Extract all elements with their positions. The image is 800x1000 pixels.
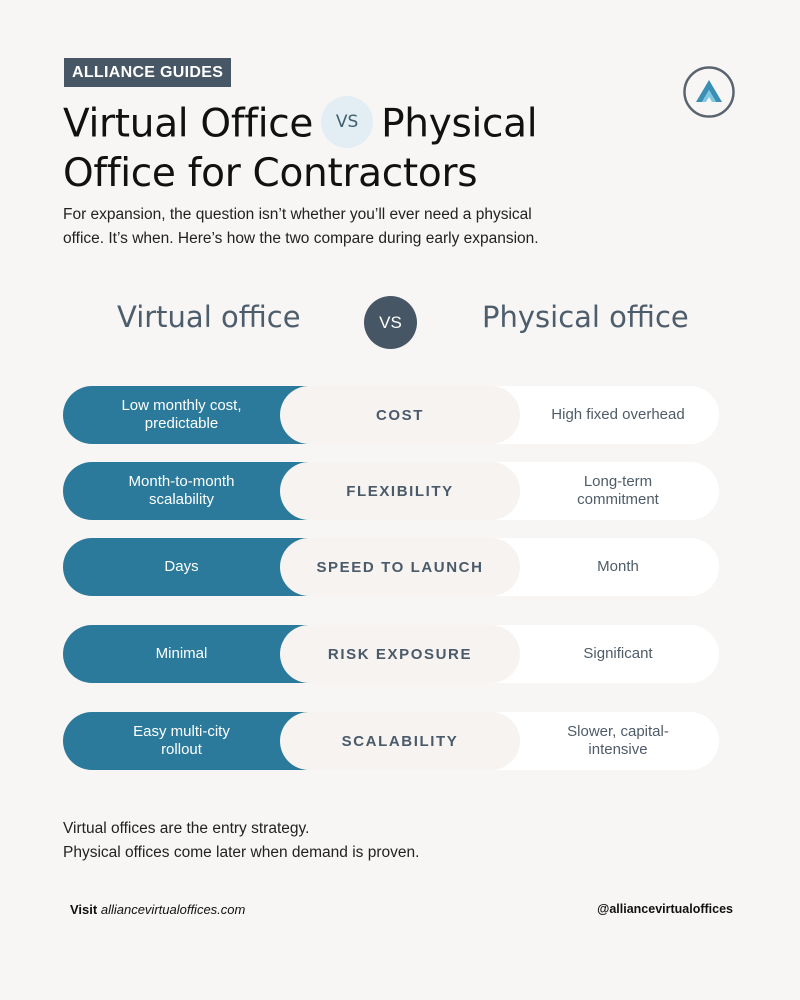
virtual-office-heading: Virtual office (117, 300, 301, 334)
comparison-row-scalability (63, 712, 719, 770)
title-part-physical: Physical (381, 101, 538, 147)
subtitle-line-1: For expansion, the question isn’t whether you’ll ever need a physical (63, 206, 532, 223)
category-label: SCALABILITY (280, 712, 520, 770)
comparison-row-flexibility (63, 462, 719, 520)
category-label: COST (280, 386, 520, 444)
virtual-value: Easy multi-city rollout (133, 723, 230, 758)
category-label: RISK EXPOSURE (280, 625, 520, 683)
subtitle (63, 203, 663, 251)
title-vs-badge: VS (321, 96, 373, 148)
virtual-value: Minimal (155, 645, 208, 662)
category-label: SPEED TO LAUNCH (280, 538, 520, 596)
virtual-value: Low monthly cost, predictable (121, 397, 242, 432)
closing-statement (63, 817, 419, 865)
visit-label: Visit (70, 902, 98, 917)
website-link[interactable]: alliancevirtualoffices.com (100, 902, 246, 917)
physical-value: Slower, capital-intensive (567, 723, 669, 758)
closing-line-2: Physical offices come later when demand is proven. (63, 844, 420, 861)
mountain-peak-logo-icon (683, 66, 735, 118)
virtual-value: Days (164, 558, 199, 575)
physical-office-heading: Physical office (482, 300, 689, 334)
comparison-row-cost (63, 386, 719, 444)
physical-value: Significant (583, 645, 653, 662)
virtual-value: Month-to-month scalability (128, 473, 235, 508)
page-title (63, 100, 663, 196)
category-label: FLEXIBILITY (280, 462, 520, 520)
vs-circle: VS (364, 296, 417, 349)
title-line-2: Office for Contractors (63, 151, 478, 196)
comparison-row-speed (63, 538, 719, 596)
physical-value: Long-term commitment (577, 473, 659, 508)
closing-line-1: Virtual offices are the entry strategy. (63, 820, 310, 837)
social-handle[interactable]: @alliancevirtualoffices (597, 902, 733, 916)
physical-value: Month (597, 558, 639, 575)
brand-badge: ALLIANCE GUIDES (64, 58, 231, 87)
comparison-row-risk (63, 625, 719, 683)
physical-value: High fixed overhead (551, 406, 685, 423)
footer-website (70, 902, 245, 917)
subtitle-line-2: office. It’s when. Here’s how the two compare during early expansion. (63, 230, 539, 247)
title-part-virtual: Virtual Office (63, 101, 314, 147)
